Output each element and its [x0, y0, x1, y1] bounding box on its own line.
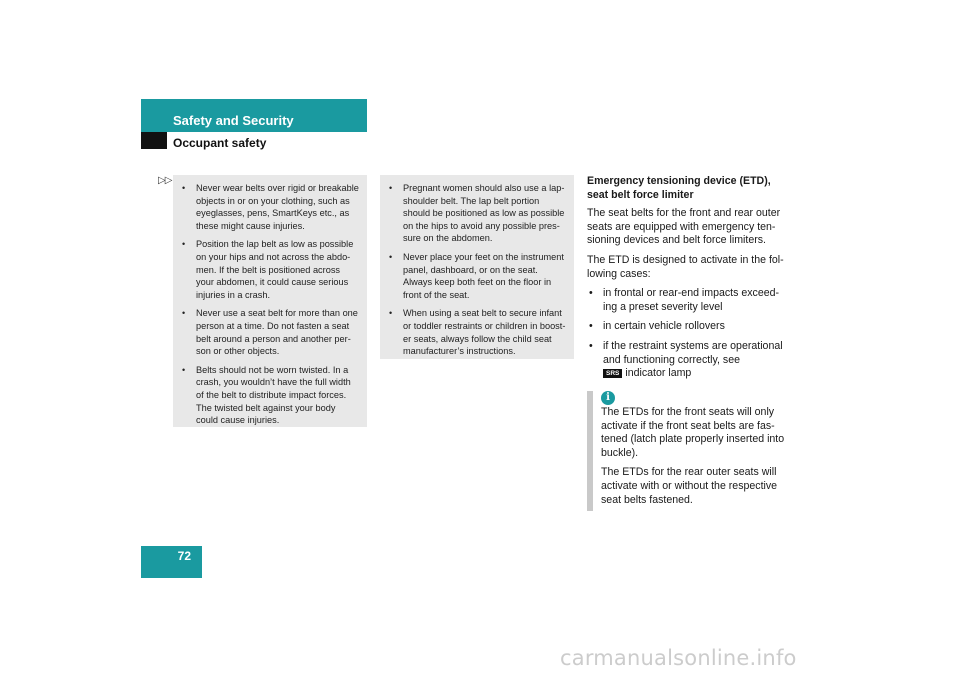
list-item [587, 320, 787, 334]
page-number: 72 [177, 549, 191, 563]
etd-case-list [587, 287, 787, 381]
bullet-icon: • [589, 287, 593, 300]
info-note [587, 391, 787, 511]
bullet-icon: • [389, 308, 393, 319]
etd-heading: Emergency tensioning device (ETD), seat belt force limiter [587, 175, 771, 201]
continued-arrows-icon: ▷▷ [158, 175, 172, 186]
bullet-icon: • [589, 339, 593, 352]
warning-text: Never place your feet on the instrument panel, dashboard, or on the seat. Always keep both feet on the floor in front of the seat. [403, 251, 564, 300]
warning-item [388, 251, 566, 301]
info-icon: i [601, 391, 615, 405]
warning-text: Pregnant women should also use a lap-shoulder belt. The lap belt portion should be positioned as low as possible on the hips to avoid any possible pres-sure on the abdomen. [403, 183, 565, 244]
bullet-icon: • [389, 183, 393, 193]
warning-text: Belts should not be worn twisted. In a crash, you wouldn’t have the full width of the belt to distribute impact forces. The twisted belt against your body could cause injuries. [196, 364, 351, 426]
subsection-title: Occupant safety [173, 136, 267, 150]
warning-text: When using a seat belt to secure infant or toddler restraints or children in boost-er seats, always follow the child seat manufacturer’s instructions. [403, 308, 566, 357]
indicator-lamp-text: indicator lamp [625, 367, 692, 380]
warning-item [181, 307, 359, 357]
subsection-marker [141, 132, 167, 149]
info-paragraph: The ETDs for the rear outer seats will activate with or without the respective seat belts fastened. [601, 466, 778, 506]
warning-item [388, 307, 566, 357]
warning-list-left [181, 182, 359, 427]
warning-item [181, 182, 359, 232]
section-title: Safety and Security [173, 113, 294, 128]
watermark: carmanualsonline.info [560, 646, 797, 670]
bullet-icon: • [182, 239, 186, 250]
info-paragraph: The ETDs for the front seats will only activate if the front seat belts are fas-tened (latch plate properly inserted into buckle). [601, 406, 785, 459]
warning-text: Never use a seat belt for more than one person at a time. Do not fasten a seat belt around a person and another per-son or other objects. [196, 308, 358, 357]
etd-paragraph: The ETD is designed to activate in the fol-lowing cases: [587, 253, 784, 280]
warning-text: Never wear belts over rigid or breakable objects in or on your clothing, such as eyeglasses, pens, SmartKeys etc., as these might cause injuries. [196, 183, 359, 231]
etd-paragraph: The seat belts for the front and rear outer seats are equipped with emergency ten-sioning devices and belt force limiters. [587, 207, 781, 247]
list-item-text: if the restraint systems are operational and functioning correctly, see [603, 339, 783, 366]
list-item-text: in frontal or rear-end impacts exceed-ing a preset severity level [603, 287, 780, 313]
bullet-icon: • [389, 251, 393, 262]
warning-list-middle [388, 182, 566, 358]
list-item [587, 287, 787, 314]
warning-item [388, 182, 566, 245]
warning-text: Position the lap belt as low as possible on your hips and not across the abdo-men. If the belt is positioned across your abdomen, it could cause serious injuries in a crash. [196, 239, 354, 300]
list-item [587, 340, 787, 381]
bullet-icon: • [182, 308, 186, 319]
bullet-icon: • [182, 183, 186, 193]
bullet-icon: • [589, 320, 593, 333]
warning-item [181, 238, 359, 301]
bullet-icon: • [182, 364, 186, 375]
list-item-text: in certain vehicle rollovers [603, 320, 725, 333]
etd-section [587, 175, 787, 387]
warning-box-middle [380, 175, 574, 359]
srs-indicator-icon: SRS [603, 369, 622, 378]
warning-item [181, 364, 359, 427]
warning-box-left [173, 175, 367, 427]
